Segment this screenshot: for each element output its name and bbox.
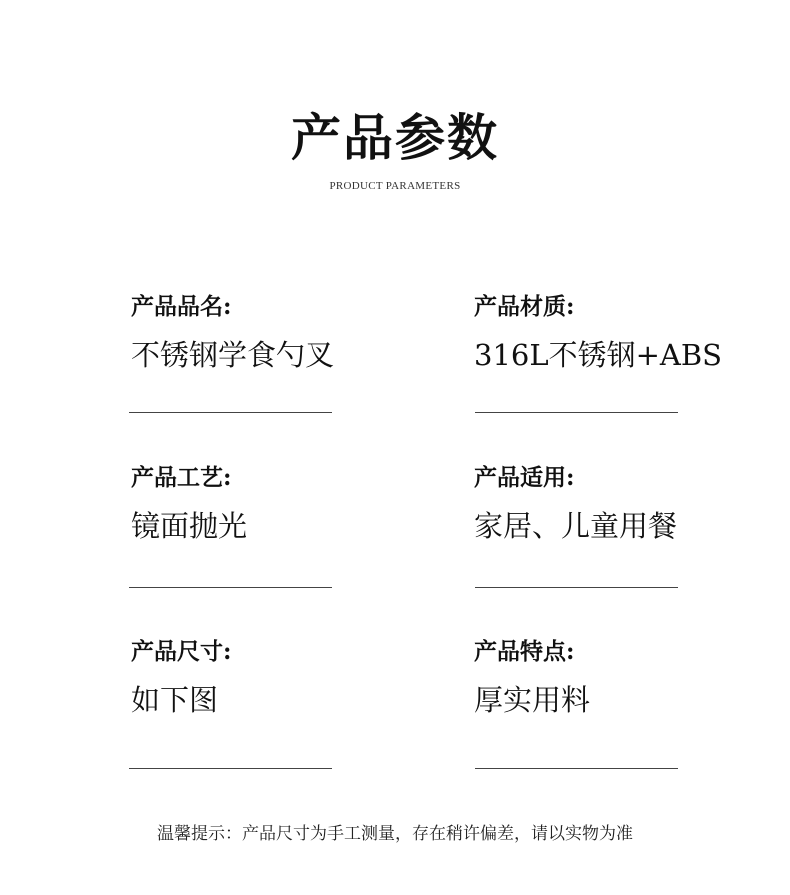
- param-item-name: [131, 292, 336, 373]
- param-value: 316L不锈钢+ABS: [474, 338, 723, 372]
- divider: [475, 768, 678, 769]
- footer-note: 温馨提示：产品尺寸为手工测量，存在稍许偏差，请以实物为准: [157, 824, 633, 844]
- page-subtitle: PRODUCT PARAMETERS: [329, 180, 461, 192]
- param-label: 产品适用:: [474, 464, 575, 491]
- param-item-feature: [474, 637, 679, 718]
- divider: [129, 587, 332, 588]
- param-value: 不锈钢学食勺叉: [131, 338, 335, 372]
- param-value: 镜面抛光: [131, 509, 248, 543]
- param-label: 产品尺寸:: [131, 638, 232, 665]
- param-label: 产品特点:: [474, 638, 575, 665]
- param-item-size: [131, 637, 336, 718]
- param-value: 如下图: [131, 683, 219, 717]
- divider: [129, 412, 332, 413]
- param-label: 产品工艺:: [131, 464, 232, 491]
- param-label: 产品材质:: [474, 293, 575, 320]
- param-label: 产品品名:: [131, 293, 232, 320]
- divider: [475, 587, 678, 588]
- param-item-craft: [131, 463, 336, 544]
- param-value: 厚实用料: [474, 683, 591, 717]
- param-item-material: [474, 292, 723, 373]
- divider: [475, 412, 678, 413]
- page-title: 产品参数: [291, 108, 499, 167]
- divider: [129, 768, 332, 769]
- param-value: 家居、儿童用餐: [474, 509, 678, 543]
- param-item-usage: [474, 463, 679, 544]
